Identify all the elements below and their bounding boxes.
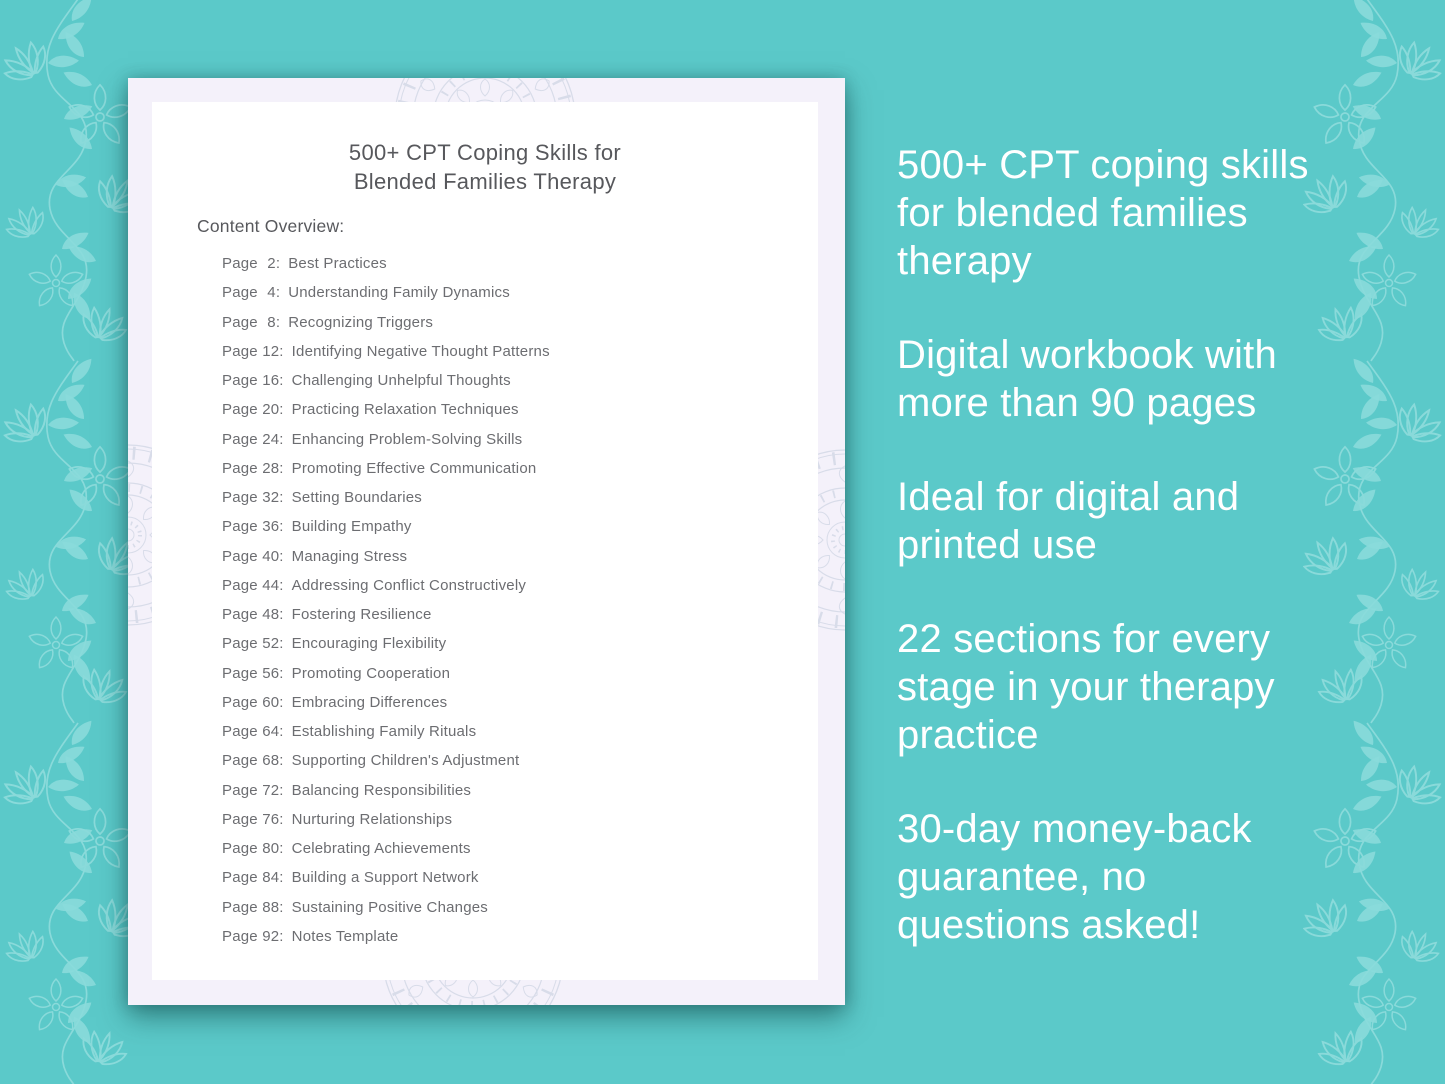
feature-list: [897, 141, 1367, 995]
toc-row: Page 76: Nurturing Relationships: [222, 810, 453, 828]
feature-text-line: questions asked!: [897, 903, 1201, 947]
feature-text-line: practice: [897, 713, 1039, 757]
toc-row: Page 28: Promoting Effective Communication: [222, 459, 537, 477]
feature-text-line: more than 90 pages: [897, 381, 1257, 425]
toc-row: Page 68: Supporting Children's Adjustment: [222, 752, 520, 770]
toc-row: Page 48: Fostering Resilience: [222, 606, 432, 623]
feature-paragraph: [897, 473, 1367, 569]
floral-vine-left-icon: [0, 0, 142, 1084]
toc-row: Page 44: Addressing Conflict Constructively: [222, 576, 527, 594]
feature-text-line: therapy: [897, 239, 1032, 283]
workbook-preview-card: [128, 78, 845, 1005]
toc-row: Page 64: Establishing Family Rituals: [222, 723, 477, 740]
toc-row: Page 40: Managing Stress: [222, 547, 408, 565]
toc-row: Page 36: Building Empathy: [222, 518, 412, 536]
feature-text-line: 500+ CPT coping skills: [897, 143, 1309, 187]
workbook-page: [152, 102, 818, 980]
toc-row: Page 24: Enhancing Problem-Solving Skills: [222, 430, 523, 448]
content-overview-label: Content Overview:: [197, 216, 345, 236]
toc-row: Page 12: Identifying Negative Thought Patterns: [222, 342, 550, 360]
feature-text-line: 22 sections for every: [897, 617, 1271, 661]
toc-list: [222, 255, 550, 957]
toc-row: Page 52: Encouraging Flexibility: [222, 635, 447, 653]
toc-row: Page 80: Celebrating Achievements: [222, 840, 471, 857]
feature-text-line: 30-day money-back: [897, 807, 1252, 851]
page-title-line1: 500+ CPT Coping Skills for: [348, 140, 622, 165]
toc-row: Page 60: Embracing Differences: [222, 693, 448, 711]
feature-paragraph: [897, 805, 1367, 949]
feature-text-line: guarantee, no: [897, 855, 1147, 899]
toc-row: Page 8: Recognizing Triggers: [222, 313, 434, 331]
toc-row: Page 84: Building a Support Network: [222, 869, 479, 887]
toc-row: Page 20: Practicing Relaxation Techniques: [222, 401, 519, 419]
toc-row: Page 56: Promoting Cooperation: [222, 664, 451, 682]
feature-text-line: Ideal for digital and: [897, 475, 1240, 519]
toc-row: Page 4: Understanding Family Dynamics: [222, 284, 510, 302]
feature-paragraph: [897, 141, 1367, 285]
toc-row: Page 92: Notes Template: [222, 927, 399, 945]
feature-paragraph: [897, 615, 1367, 759]
toc-row: Page 2: Best Practices: [222, 255, 387, 272]
toc-row: Page 16: Challenging Unhelpful Thoughts: [222, 372, 511, 389]
toc-row: Page 32: Setting Boundaries: [222, 489, 423, 506]
feature-text-line: Digital workbook with: [897, 333, 1277, 377]
page-title: [152, 138, 818, 196]
feature-paragraph: [897, 331, 1367, 427]
feature-text-line: stage in your therapy: [897, 665, 1275, 709]
toc-row: Page 72: Balancing Responsibilities: [222, 781, 472, 799]
page-title-line2: Blended Families Therapy: [353, 169, 617, 194]
feature-text-line: printed use: [897, 523, 1098, 567]
feature-text-line: for blended families: [897, 191, 1248, 235]
toc-row: Page 88: Sustaining Positive Changes: [222, 898, 489, 916]
